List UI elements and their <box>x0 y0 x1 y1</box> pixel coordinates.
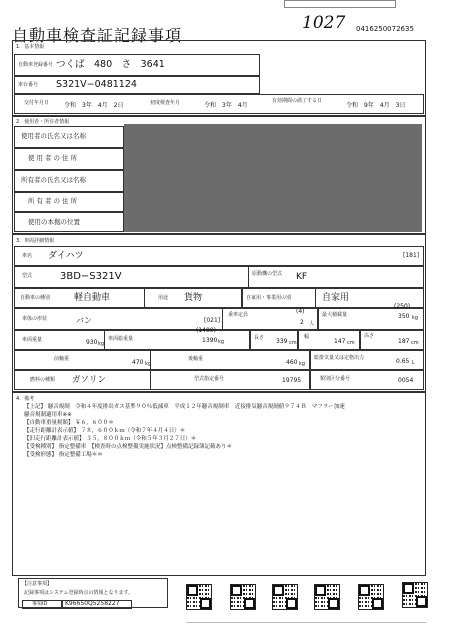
remark-line: 【走行距離計表示値】 ７８，６００ｋｍ（令和７年４月４日）＊ <box>24 428 186 434</box>
remark-line: 【旧走行距離計表示値】 ３５，８００ｋｍ（令和５年３月２７日）＊ <box>24 436 197 442</box>
front-axle-unit: kg <box>145 361 152 367</box>
shape-label: 車体の形状 <box>22 316 48 322</box>
weight-unit: kg <box>98 341 105 347</box>
maker-label: 車名 <box>22 253 33 259</box>
expiry-value: 令和 9年 4月 3日 <box>346 102 406 109</box>
use-label: 用途 <box>158 295 169 301</box>
type-no-label: 型式指定番号 <box>194 376 225 382</box>
capacity-label: 乗車定員 <box>228 312 249 318</box>
reg-number-value: つくば 480 さ 3641 <box>56 59 165 70</box>
maker-value: ダイハツ <box>48 251 84 261</box>
document-title: 自動車検査証記録事項 <box>12 26 183 45</box>
bottom-faint-line <box>186 622 426 623</box>
section-basic-info-title: 1．基本情報 <box>16 44 45 50</box>
user-addr-label: 使用者の住所 <box>28 154 79 162</box>
maxload-top: (250) <box>394 303 411 310</box>
section-vehicle-details-title: 3．車両詳細情報 <box>16 238 55 244</box>
purpose-value: 自家用 <box>322 293 350 303</box>
fuel-value: ガソリン <box>72 375 107 385</box>
model-label: 型式 <box>22 273 33 279</box>
user-name-label: 使用者の氏名又は名称 <box>21 132 86 140</box>
qr-code <box>402 582 428 608</box>
shape-code: [021] <box>204 317 221 324</box>
section-user-owner-title: 2．使用者・所有者情報 <box>16 119 70 125</box>
displacement-unit: L <box>412 360 415 366</box>
base-location-label: 使用の本拠の位置 <box>28 218 80 226</box>
remark-line: 【受検形態】 指定整備工場＊＊ <box>24 452 103 458</box>
model-value: 3BD−S321V <box>60 271 122 282</box>
handwritten-number: 1027 <box>302 13 346 33</box>
item-id-label: 事項ID <box>32 601 48 607</box>
first-reg-value: 令和 3年 4月 <box>204 102 248 109</box>
owner-name-label: 所有者の氏名又は名称 <box>21 176 86 184</box>
remark-line: 【自動車重量税額】 ￥６，６００＊ <box>24 420 114 426</box>
expiry-label: 有効期間の満了する日 <box>272 98 323 104</box>
redacted-user-info <box>124 124 422 232</box>
rear-axle-unit: kg <box>299 361 306 367</box>
rear-axle-label: 後軸重 <box>188 356 204 362</box>
gross-unit: kg <box>218 339 225 345</box>
length-unit: cm <box>289 340 297 346</box>
qr-code <box>230 584 256 610</box>
item-id-value: K96650Q5258227 <box>65 600 120 607</box>
gross-value: 1390 <box>202 337 218 344</box>
chassis-label: 車台番号 <box>18 82 39 88</box>
maxload-unit: kg <box>412 315 419 321</box>
section-remarks-title: 4．備考 <box>16 396 35 402</box>
capacity-value: 2 <box>300 319 304 326</box>
issue-date-value: 令和 3年 4月 2日 <box>64 102 124 109</box>
remark-line: 【受検種別】 指定整備車 【検査時の点検整備実施状況】点検整備記録簿記載あり＊ <box>24 444 233 450</box>
use-value: 貨物 <box>184 293 203 303</box>
rear-axle-value: 460 <box>286 359 298 366</box>
width-label: 幅 <box>304 334 310 340</box>
owner-addr-label: 所有者の住所 <box>28 197 79 205</box>
maker-code: [181] <box>403 252 420 259</box>
first-reg-label: 初度検査年月 <box>150 100 181 106</box>
issue-date-label: 交付年月日 <box>24 100 50 106</box>
weight-label: 車両重量 <box>22 337 43 343</box>
remark-line: 【上記】 騒音規制 令和４年度排出ガス基準９０％低減車 平成１２年騒音規制車 近接排気騒音規制値９７４Ｂ マフラー加速 <box>24 404 345 410</box>
width-unit: cm <box>347 340 355 346</box>
type-no-value: 19795 <box>282 377 302 384</box>
qr-code <box>314 584 340 610</box>
chassis-row <box>14 76 260 94</box>
notes-text: 記録事項はシステム登録時点の情報となります。 <box>24 590 134 596</box>
maxload-value: 350 <box>398 313 410 320</box>
height-value: 187 <box>398 338 410 345</box>
qr-code <box>186 584 212 610</box>
reg-number-label: 自動車登録番号 <box>18 62 54 68</box>
kind-value: 軽自動車 <box>74 293 111 303</box>
chassis-value: S321V−0481124 <box>56 79 137 90</box>
length-label: 長さ <box>254 335 265 341</box>
top-stamp-box <box>284 0 396 8</box>
width-value: 147 <box>334 338 346 345</box>
document-number: 0416250072635 <box>356 25 414 33</box>
kind-label: 自動車の種別 <box>20 295 51 301</box>
height-label: 高さ <box>364 333 375 339</box>
maxload-label: 最大積載量 <box>322 312 348 318</box>
height-unit: cm <box>411 340 419 346</box>
engine-value: KF <box>296 272 308 282</box>
notes-title: 【注意事項】 <box>22 581 53 587</box>
gross-label: 車両総重量 <box>108 336 134 342</box>
capacity-top: (4) <box>296 308 305 315</box>
gross-top: (1400) <box>196 327 216 334</box>
displacement-value: 0.65 <box>396 358 410 365</box>
length-value: 339 <box>276 338 288 345</box>
capacity-unit: 人 <box>309 321 315 327</box>
engine-label: 原動機の型式 <box>252 271 283 277</box>
front-axle-label: 前軸重 <box>54 356 70 362</box>
class-no-value: 0054 <box>398 377 414 384</box>
engine-cell <box>248 266 424 288</box>
class-no-label: 類別区分番号 <box>320 376 351 382</box>
remark-line: 騒音規制適用車※※ <box>24 412 72 418</box>
fuel-label: 燃料の種類 <box>30 377 56 383</box>
qr-code <box>358 584 384 610</box>
shape-value: バン <box>76 316 92 325</box>
displacement-label: 総排気量又は定格出力 <box>314 355 365 361</box>
purpose-label: 自家用・事業用の別 <box>246 295 292 301</box>
qr-code <box>272 584 298 610</box>
front-axle-value: 470 <box>132 359 144 366</box>
weight-value: 930 <box>86 339 98 346</box>
